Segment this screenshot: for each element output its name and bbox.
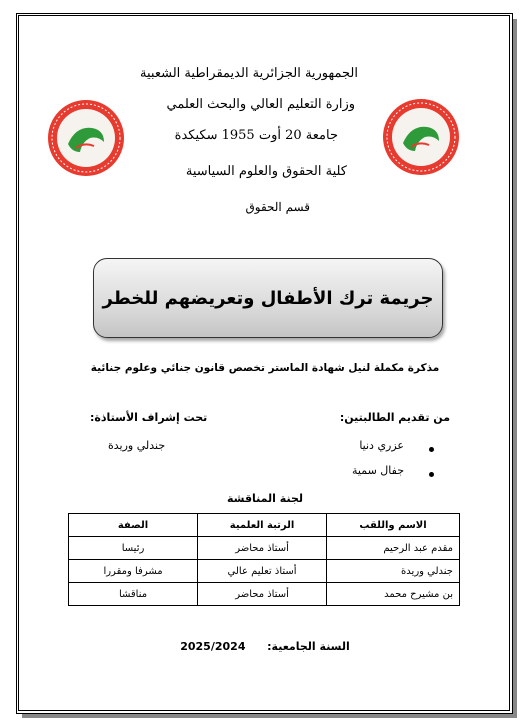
- supervisor-label: تحت إشراف الأستاذة:: [90, 411, 208, 424]
- republic-name: الجمهورية الجزائرية الديمقراطية الشعبية: [140, 66, 358, 81]
- committee-title: لجنة المناقشة: [226, 492, 303, 505]
- member-name: جندلي وريدة: [327, 560, 460, 583]
- member-name: مقدم عبد الرحيم: [327, 537, 460, 560]
- member-role: مناقشا: [69, 583, 198, 606]
- faculty-name: كلية الحقوق والعلوم السياسية: [185, 164, 347, 179]
- academic-year-value: 2025/2024: [180, 640, 246, 653]
- bullet-icon: [429, 447, 434, 452]
- student-name-1: عزري دنيا: [359, 439, 404, 452]
- ministry-name: وزارة التعليم العالي والبحث العلمي: [166, 97, 355, 112]
- supervisor-name: جندلي وريدة: [108, 439, 166, 452]
- table-row: [69, 583, 460, 606]
- member-rank: أستاذ تعليم عالي: [198, 560, 327, 583]
- table-row: [69, 560, 460, 583]
- students-label: من تقديم الطالبتين:: [339, 411, 450, 424]
- student-name-2: جفال سمية: [352, 464, 404, 477]
- member-rank: أستاذ محاضر: [198, 537, 327, 560]
- department-name: قسم الحقوق: [245, 200, 310, 214]
- thesis-title-box: [93, 258, 443, 338]
- member-name: بن مشيرح محمد: [327, 583, 460, 606]
- committee-table: [68, 513, 460, 606]
- university-logo-right: [381, 97, 461, 177]
- thesis-title: جريمة ترك الأطفال وتعريضهم للخطر: [102, 287, 434, 309]
- table-header-row: [69, 514, 460, 537]
- table-row: [69, 537, 460, 560]
- academic-year: [0, 640, 530, 653]
- academic-year-label: السنة الجامعية:: [267, 640, 350, 653]
- thesis-subtitle: مذكرة مكملة لنيل شهادة الماستر تخصص قانون جنائي وعلوم جنائية: [90, 362, 440, 374]
- university-name: جامعة 20 أوت 1955 سكيكدة: [174, 128, 338, 143]
- member-role: مشرفا ومقررا: [69, 560, 198, 583]
- column-header-name: الاسم واللقب: [327, 514, 460, 537]
- column-header-rank: الرتبة العلمية: [198, 514, 327, 537]
- member-role: رئيسا: [69, 537, 198, 560]
- bullet-icon: [429, 472, 434, 477]
- member-rank: أستاذ محاضر: [198, 583, 327, 606]
- column-header-role: الصفة: [69, 514, 198, 537]
